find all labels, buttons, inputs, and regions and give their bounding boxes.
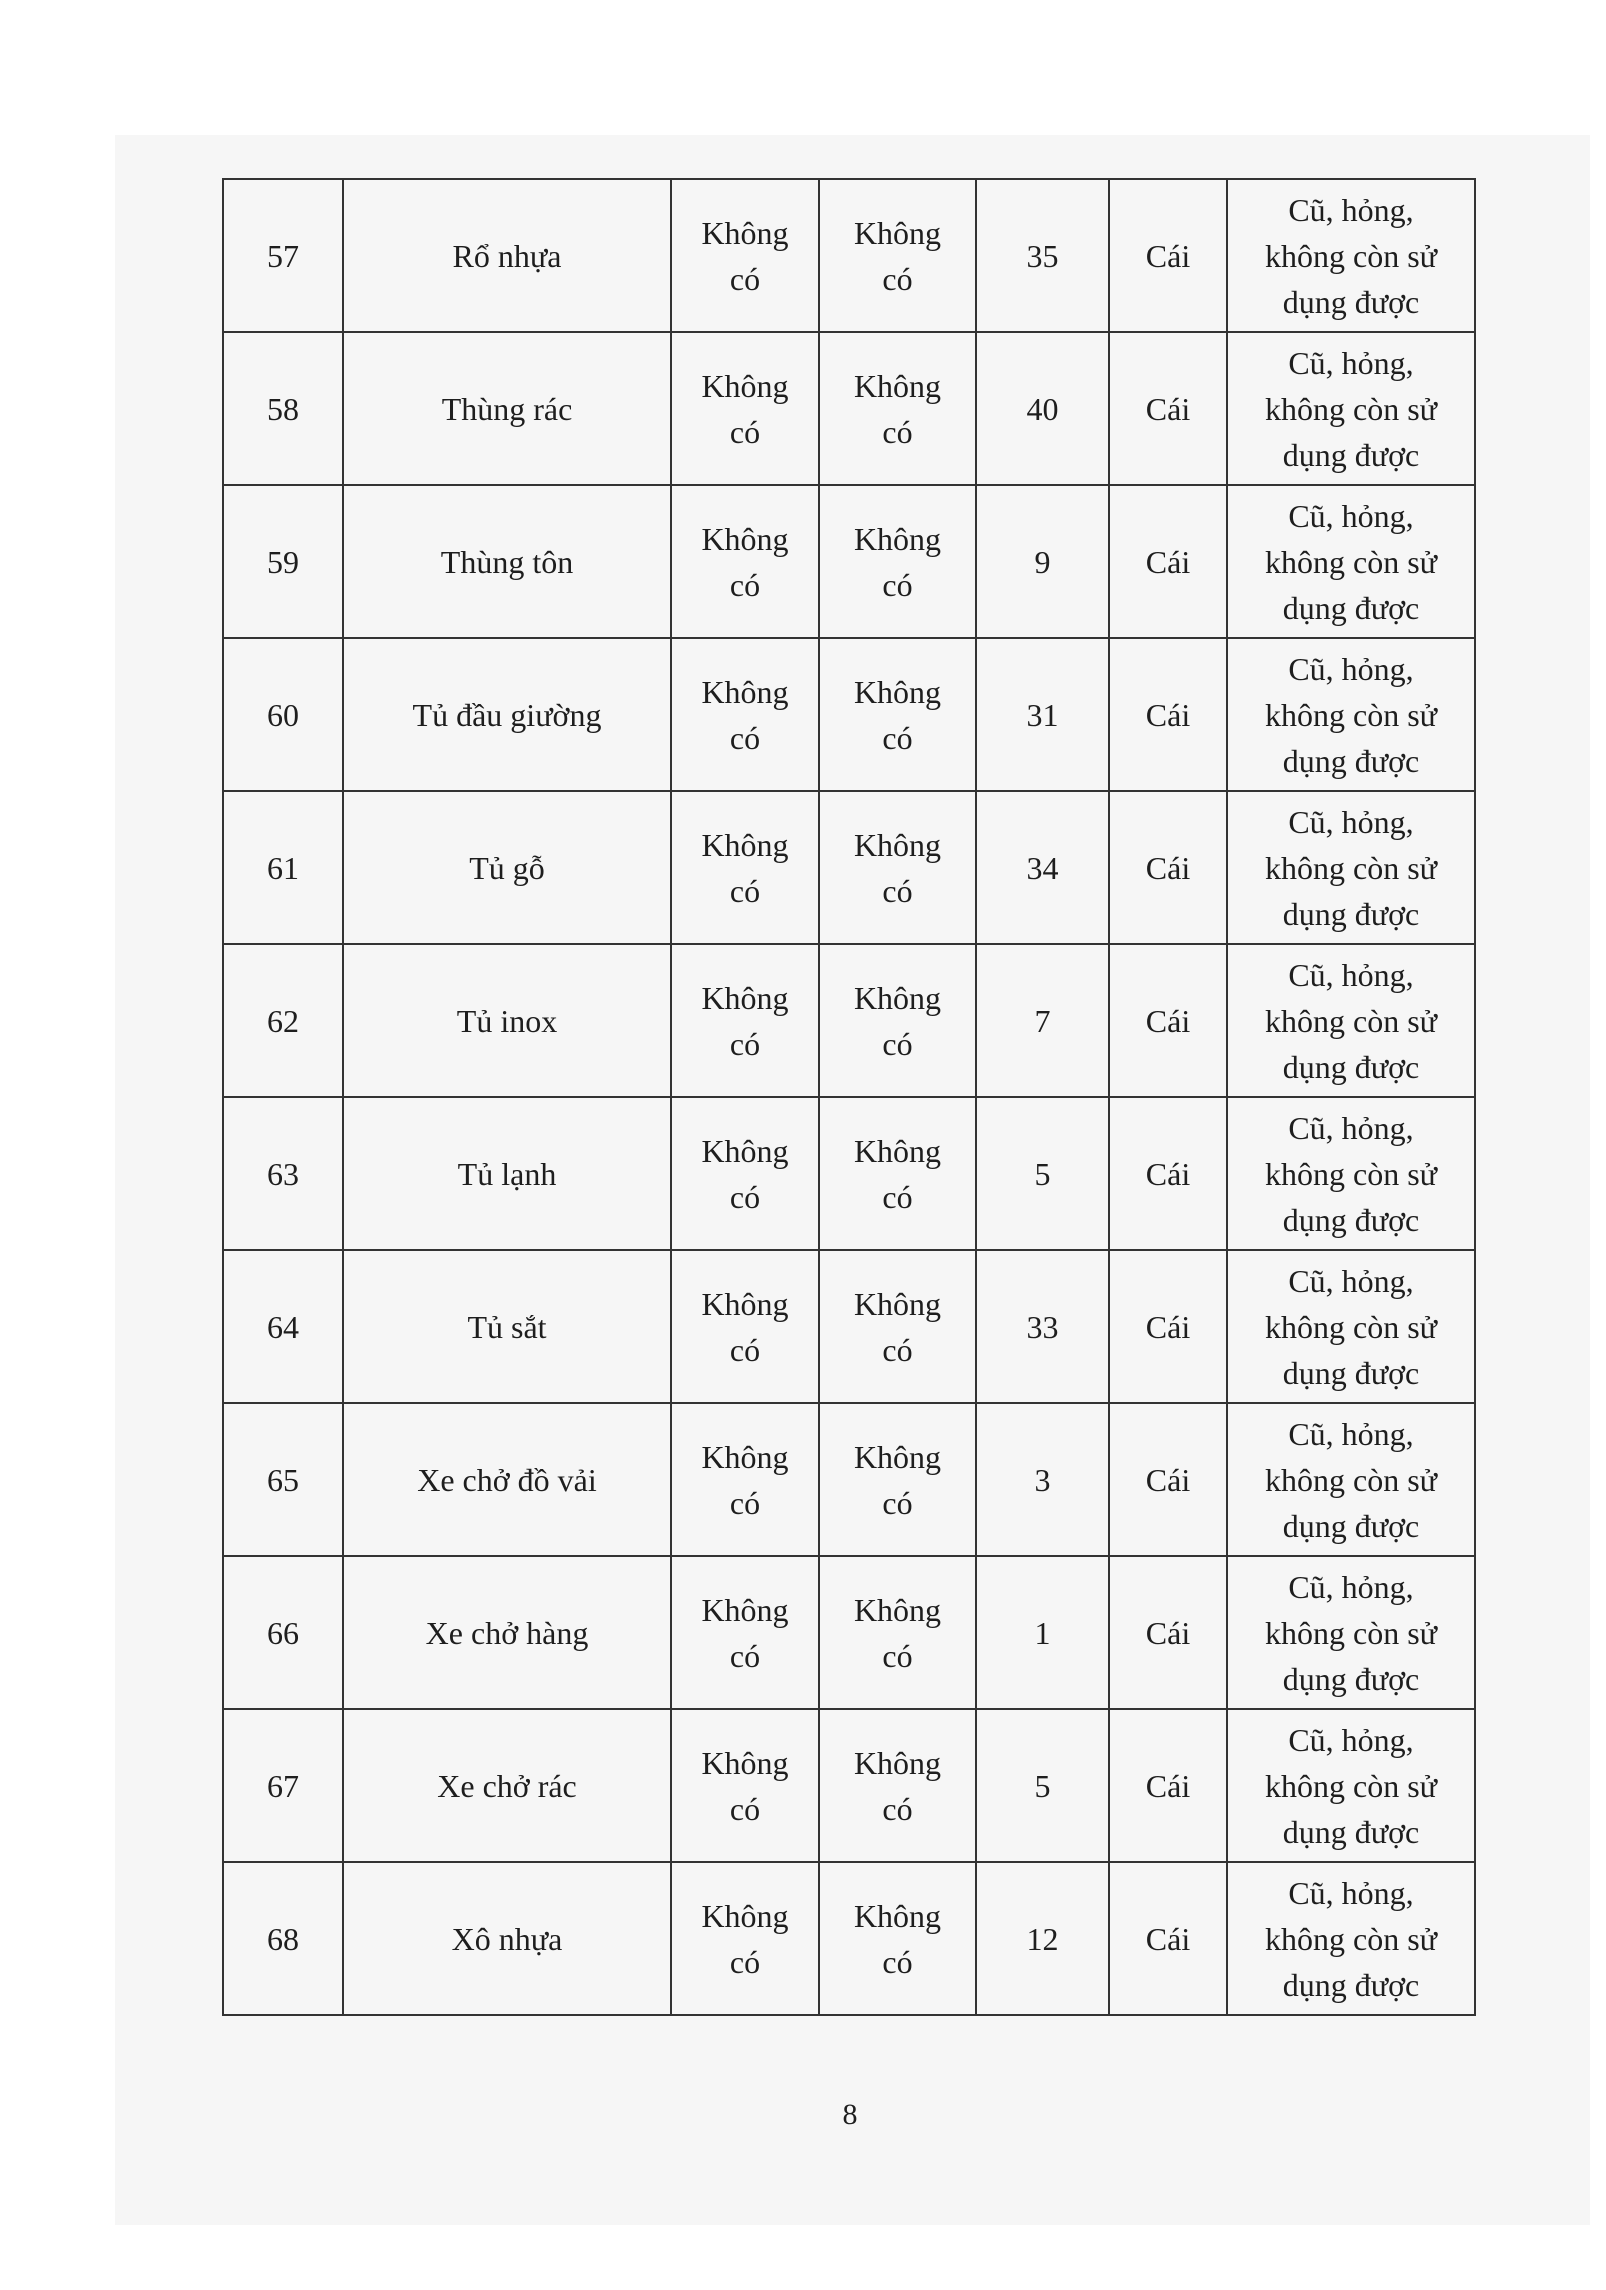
col4-cell-line: Không: [853, 1132, 942, 1169]
col3-cell-line: Không: [701, 673, 789, 710]
col3-cell: [671, 1250, 819, 1403]
col3-cell-line: có: [729, 1331, 761, 1368]
status-cell: [1227, 1556, 1475, 1709]
col3-cell-line: có: [729, 1637, 761, 1674]
row-number-cell: 59: [223, 485, 343, 638]
item-name-cell: Rổ nhựa: [343, 179, 671, 332]
col3-cell: [671, 791, 819, 944]
col3-cell-line: Không: [701, 1438, 789, 1475]
status-cell: [1227, 944, 1475, 1097]
unit-cell: Cái: [1109, 1709, 1227, 1862]
col4-cell: [819, 1097, 976, 1250]
status-cell-line: dụng được: [1282, 1048, 1420, 1085]
col4-cell: [819, 332, 976, 485]
col4-cell-line: có: [882, 1484, 913, 1521]
col3-cell: [671, 179, 819, 332]
table-row: [223, 791, 1475, 944]
status-cell-line: không còn sử: [1265, 1767, 1437, 1804]
inventory-table-body: [223, 179, 1475, 2015]
status-cell: [1227, 1250, 1475, 1403]
col4-cell-line: Không: [853, 826, 942, 863]
unit-cell: Cái: [1109, 1250, 1227, 1403]
col3-cell-line: có: [729, 413, 761, 450]
quantity-cell: 3: [976, 1403, 1109, 1556]
table-row: [223, 638, 1475, 791]
col4-cell-line: có: [882, 260, 913, 297]
col4-cell-line: Không: [853, 1897, 942, 1934]
status-cell-line: dụng được: [1282, 1507, 1420, 1544]
col3-cell-line: có: [729, 1484, 761, 1521]
col3-cell-line: có: [729, 719, 761, 756]
table-row: [223, 332, 1475, 485]
status-cell: [1227, 1862, 1475, 2015]
unit-cell: Cái: [1109, 791, 1227, 944]
status-cell-line: Cũ, hỏng,: [1288, 1568, 1414, 1605]
table-row: [223, 1250, 1475, 1403]
status-cell-line: dụng được: [1282, 1201, 1420, 1238]
status-cell-line: dụng được: [1282, 436, 1420, 473]
quantity-cell: 9: [976, 485, 1109, 638]
status-cell-line: không còn sử: [1265, 696, 1437, 733]
row-number-cell: 68: [223, 1862, 343, 2015]
item-name-cell: Tủ đầu giường: [343, 638, 671, 791]
status-cell-line: Cũ, hỏng,: [1288, 1109, 1414, 1146]
status-cell-line: không còn sử: [1265, 1308, 1437, 1345]
status-cell-line: dụng được: [1282, 742, 1420, 779]
unit-cell: Cái: [1109, 944, 1227, 1097]
col4-cell-line: có: [882, 566, 913, 603]
col3-cell-line: có: [729, 566, 761, 603]
col4-cell-line: có: [882, 1790, 913, 1827]
status-cell-line: không còn sử: [1265, 849, 1437, 886]
col4-cell: [819, 1709, 976, 1862]
row-number-cell: 67: [223, 1709, 343, 1862]
col3-cell-line: Không: [701, 1591, 789, 1628]
item-name-cell: Tủ sắt: [343, 1250, 671, 1403]
col3-cell-line: có: [729, 1790, 761, 1827]
col3-cell-line: Không: [701, 367, 789, 404]
col4-cell-line: Không: [853, 1438, 942, 1475]
status-cell-line: không còn sử: [1265, 1002, 1437, 1039]
col3-cell-line: Không: [701, 1285, 789, 1322]
col4-cell: [819, 485, 976, 638]
col4-cell: [819, 1403, 976, 1556]
row-number-cell: 66: [223, 1556, 343, 1709]
quantity-cell: 35: [976, 179, 1109, 332]
table-row: [223, 1403, 1475, 1556]
status-cell-line: không còn sử: [1265, 1614, 1437, 1651]
status-cell: [1227, 179, 1475, 332]
table-row: [223, 485, 1475, 638]
col4-cell-line: có: [882, 1943, 913, 1980]
status-cell-line: dụng được: [1282, 1813, 1420, 1850]
col4-cell-line: có: [882, 1025, 913, 1062]
status-cell: [1227, 485, 1475, 638]
status-cell-line: dụng được: [1282, 1354, 1420, 1391]
quantity-cell: 40: [976, 332, 1109, 485]
status-cell-line: dụng được: [1282, 895, 1420, 932]
item-name-cell: Thùng tôn: [343, 485, 671, 638]
col3-cell: [671, 1862, 819, 2015]
quantity-cell: 33: [976, 1250, 1109, 1403]
status-cell: [1227, 791, 1475, 944]
status-cell: [1227, 1403, 1475, 1556]
status-cell-line: Cũ, hỏng,: [1288, 1721, 1414, 1758]
col3-cell: [671, 944, 819, 1097]
col3-cell: [671, 1097, 819, 1250]
table-row: [223, 1097, 1475, 1250]
col3-cell: [671, 638, 819, 791]
quantity-cell: 7: [976, 944, 1109, 1097]
col3-cell: [671, 1403, 819, 1556]
col3-cell-line: Không: [701, 520, 789, 557]
col3-cell-line: Không: [701, 979, 789, 1016]
col4-cell-line: Không: [853, 367, 942, 404]
page-number: 8: [842, 2098, 858, 2131]
quantity-cell: 1: [976, 1556, 1109, 1709]
col4-cell-line: Không: [853, 1285, 942, 1322]
col3-cell-line: có: [729, 1178, 761, 1215]
quantity-cell: 5: [976, 1709, 1109, 1862]
status-cell-line: không còn sử: [1265, 543, 1437, 580]
col4-cell: [819, 1250, 976, 1403]
quantity-cell: 34: [976, 791, 1109, 944]
col3-cell: [671, 1556, 819, 1709]
status-cell-line: Cũ, hỏng,: [1288, 956, 1414, 993]
col4-cell-line: có: [882, 1178, 913, 1215]
status-cell-line: Cũ, hỏng,: [1288, 1262, 1414, 1299]
col4-cell: [819, 1862, 976, 2015]
col4-cell: [819, 944, 976, 1097]
status-cell-line: không còn sử: [1265, 237, 1437, 274]
col4-cell-line: Không: [853, 520, 942, 557]
unit-cell: Cái: [1109, 1403, 1227, 1556]
row-number-cell: 57: [223, 179, 343, 332]
item-name-cell: Thùng rác: [343, 332, 671, 485]
col4-cell-line: có: [882, 1637, 913, 1674]
inventory-table: [222, 178, 1476, 2016]
unit-cell: Cái: [1109, 485, 1227, 638]
table-row: [223, 179, 1475, 332]
quantity-cell: 12: [976, 1862, 1109, 2015]
status-cell-line: Cũ, hỏng,: [1288, 497, 1414, 534]
col4-cell-line: có: [882, 719, 913, 756]
col4-cell-line: Không: [853, 673, 942, 710]
unit-cell: Cái: [1109, 1097, 1227, 1250]
status-cell-line: không còn sử: [1265, 390, 1437, 427]
status-cell: [1227, 638, 1475, 791]
item-name-cell: Tủ lạnh: [343, 1097, 671, 1250]
unit-cell: Cái: [1109, 1556, 1227, 1709]
row-number-cell: 62: [223, 944, 343, 1097]
table-row: [223, 1556, 1475, 1709]
col4-cell-line: có: [882, 1331, 913, 1368]
row-number-cell: 64: [223, 1250, 343, 1403]
col4-cell-line: Không: [853, 214, 942, 251]
row-number-cell: 58: [223, 332, 343, 485]
col3-cell-line: Không: [701, 1132, 789, 1169]
col4-cell: [819, 1556, 976, 1709]
col3-cell-line: Không: [701, 826, 789, 863]
col4-cell-line: có: [882, 413, 913, 450]
table-row: [223, 1862, 1475, 2015]
status-cell-line: Cũ, hỏng,: [1288, 344, 1414, 381]
status-cell-line: dụng được: [1282, 1966, 1420, 2003]
status-cell-line: không còn sử: [1265, 1155, 1437, 1192]
status-cell-line: Cũ, hỏng,: [1288, 1874, 1414, 1911]
row-number-cell: 60: [223, 638, 343, 791]
col3-cell-line: có: [729, 260, 761, 297]
col4-cell: [819, 638, 976, 791]
table-row: [223, 1709, 1475, 1862]
col3-cell-line: Không: [701, 214, 789, 251]
col3-cell: [671, 332, 819, 485]
quantity-cell: 5: [976, 1097, 1109, 1250]
col4-cell: [819, 791, 976, 944]
status-cell: [1227, 332, 1475, 485]
status-cell-line: Cũ, hỏng,: [1288, 1415, 1414, 1452]
col3-cell-line: Không: [701, 1897, 789, 1934]
col3-cell-line: có: [729, 1025, 761, 1062]
status-cell-line: không còn sử: [1265, 1920, 1437, 1957]
unit-cell: Cái: [1109, 638, 1227, 791]
col3-cell-line: có: [729, 872, 761, 909]
status-cell: [1227, 1709, 1475, 1862]
item-name-cell: Xe chở hàng: [343, 1556, 671, 1709]
item-name-cell: Xe chở rác: [343, 1709, 671, 1862]
unit-cell: Cái: [1109, 1862, 1227, 2015]
item-name-cell: Tủ gỗ: [343, 791, 671, 944]
item-name-cell: Xô nhựa: [343, 1862, 671, 2015]
item-name-cell: Xe chở đồ vải: [343, 1403, 671, 1556]
status-cell-line: dụng được: [1282, 589, 1420, 626]
table-row: [223, 944, 1475, 1097]
status-cell: [1227, 1097, 1475, 1250]
status-cell-line: không còn sử: [1265, 1461, 1437, 1498]
item-name-cell: Tủ inox: [343, 944, 671, 1097]
col3-cell-line: có: [729, 1943, 761, 1980]
status-cell-line: Cũ, hỏng,: [1288, 803, 1414, 840]
status-cell-line: Cũ, hỏng,: [1288, 650, 1414, 687]
quantity-cell: 31: [976, 638, 1109, 791]
col3-cell-line: Không: [701, 1744, 789, 1781]
status-cell-line: dụng được: [1282, 283, 1420, 320]
row-number-cell: 65: [223, 1403, 343, 1556]
unit-cell: Cái: [1109, 332, 1227, 485]
col4-cell-line: Không: [853, 979, 942, 1016]
col4-cell-line: Không: [853, 1744, 942, 1781]
col4-cell-line: có: [882, 872, 913, 909]
status-cell-line: dụng được: [1282, 1660, 1420, 1697]
col3-cell: [671, 485, 819, 638]
row-number-cell: 63: [223, 1097, 343, 1250]
status-cell-line: Cũ, hỏng,: [1288, 191, 1414, 228]
col4-cell-line: Không: [853, 1591, 942, 1628]
col4-cell: [819, 179, 976, 332]
row-number-cell: 61: [223, 791, 343, 944]
col3-cell: [671, 1709, 819, 1862]
unit-cell: Cái: [1109, 179, 1227, 332]
